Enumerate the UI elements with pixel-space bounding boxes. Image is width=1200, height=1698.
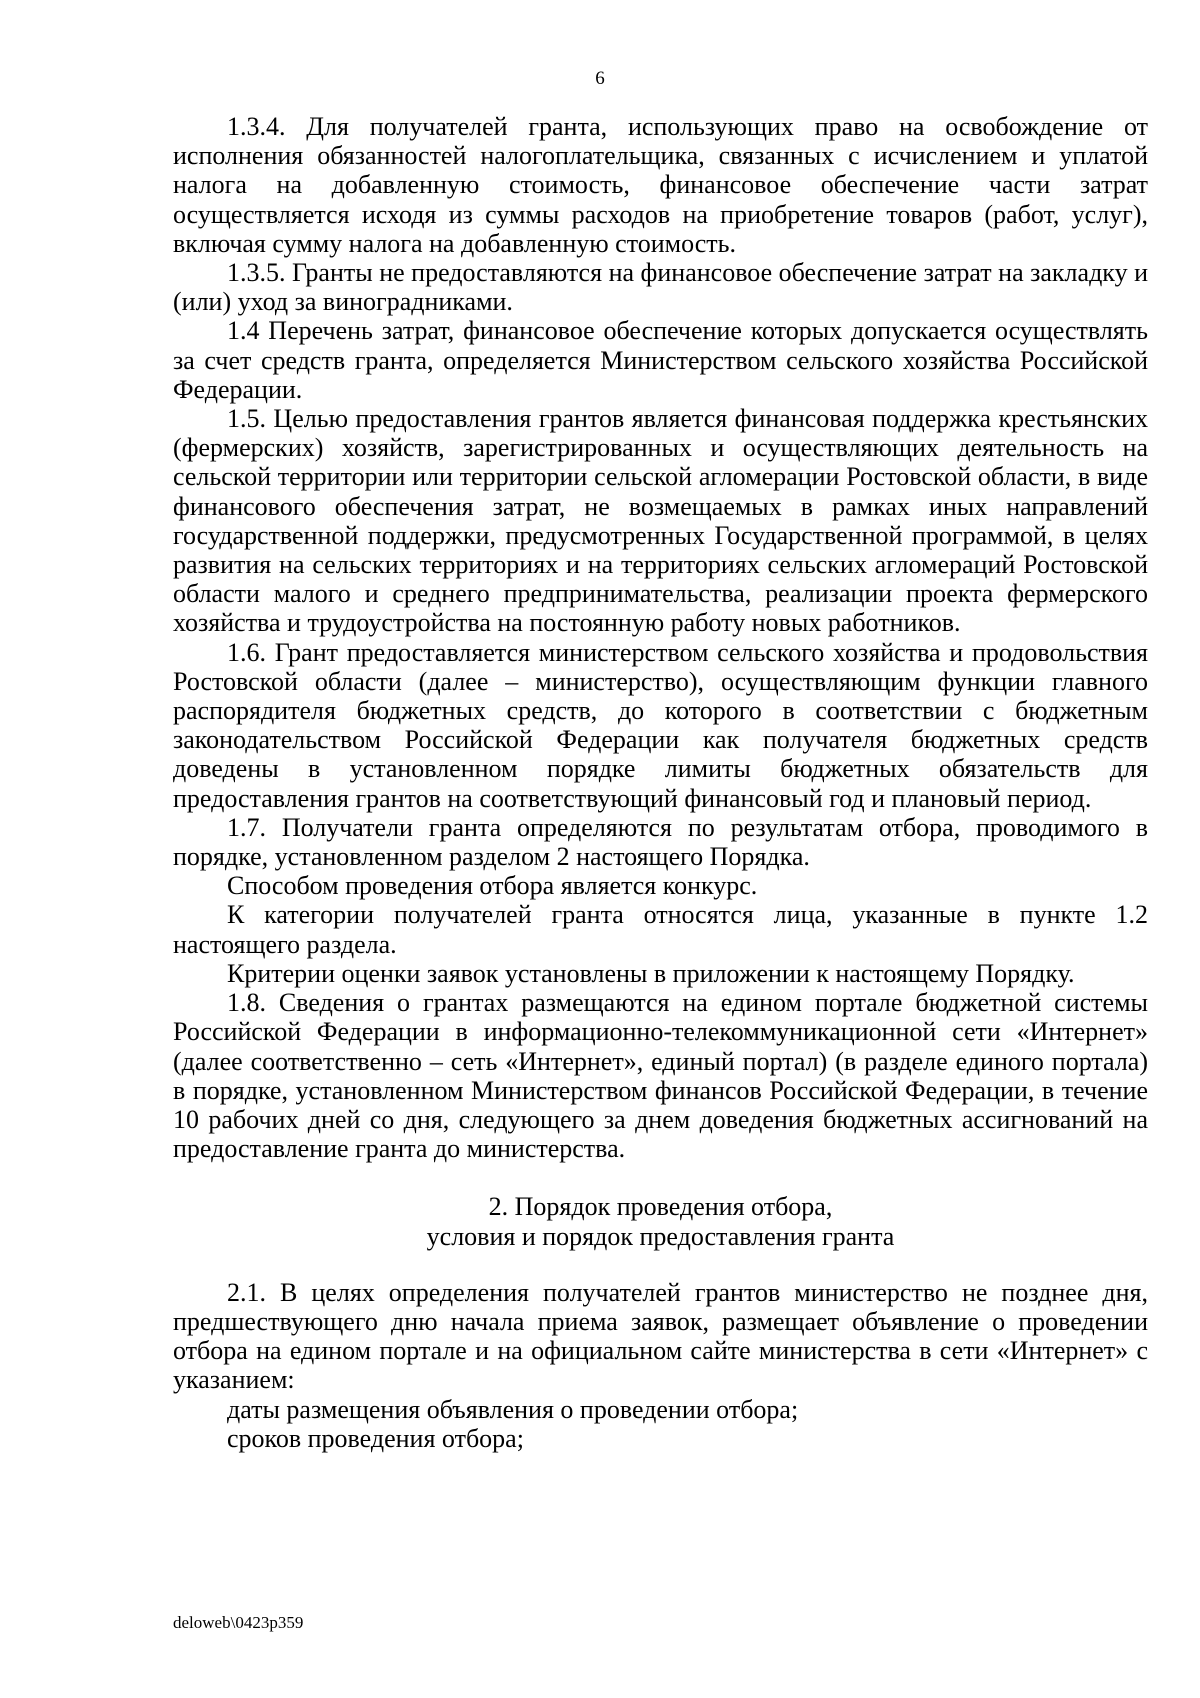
section-heading bbox=[173, 1192, 1148, 1250]
page-number: 6 bbox=[595, 68, 605, 89]
paragraph-1-5: 1.5. Целью предоставления грантов является финансовая поддержка крестьянских (фермерских) хозяйств, зарегистрированных и осуществляющих деятельность на сельской территории или территории сельской агломерации Ростовской области, в виде финансового обеспечения затрат, не возмещаемых в рамках иных направлений государственной поддержки, предусмотренных Государственной программой, в целях развития на сельских территориях и на территориях сельских агломераций Ростовской области малого и среднего предпринимательства, реализации проекта фермерского хозяйства и трудоустройства на постоянную работу новых работников. bbox=[173, 404, 1148, 638]
paragraph-recipient-category: К категории получателей гранта относятся лица, указанные в пункте 1.2 настоящего раздела. bbox=[173, 900, 1148, 959]
paragraph-1-6: 1.6. Грант предоставляется министерством сельского хозяйства и продовольствия Ростовской области (далее – министерство), осуществляющим функции главного распорядителя бюджетных средств, до которого в соответствии с бюджетным законодательством Российской Федерации как получателя бюджетных средств доведены в установленном порядке лимиты бюджетных обязательств для предоставления грантов на соответствующий финансовый год и плановый период. bbox=[173, 637, 1148, 813]
list-item-announcement-date: даты размещения объявления о проведении отбора; bbox=[227, 1394, 799, 1424]
paragraph-1-7: 1.7. Получатели гранта определяются по результатам отбора, проводимого в порядке, установленном разделом 2 настоящего Порядка. bbox=[173, 812, 1148, 872]
paragraph-2-1: 2.1. В целях определения получателей грантов министерство не позднее дня, предшествующего дню начала приема заявок, размещает объявление о проведении отбора на едином портале и на официальном сайте министерства в сети «Интернет» с указанием: bbox=[173, 1277, 1148, 1395]
paragraph-1-4: 1.4 Перечень затрат, финансовое обеспечение которых допускается осуществлять за счет средств гранта, определяется Министерством сельского хозяйства Российской Федерации. bbox=[173, 316, 1148, 404]
section-heading-line-1: 2. Порядок проведения отбора, bbox=[488, 1192, 833, 1222]
paragraphs-after bbox=[173, 1278, 1148, 1453]
paragraph-1-3-4: 1.3.4. Для получателей гранта, использующих право на освобождение от исполнения обязанностей налогоплательщика, связанных с исчислением и уплатой налога на добавленную стоимость, финансовое обеспечение части затрат осуществляется исходя из суммы расходов на приобретение товаров (работ, услуг), включая сумму налога на добавленную стоимость. bbox=[173, 112, 1148, 258]
paragraphs-before bbox=[173, 112, 1148, 1163]
paragraph-evaluation-criteria: Критерии оценки заявок установлены в приложении к настоящему Порядку. bbox=[227, 958, 1075, 988]
paragraph-selection-method: Способом проведения отбора является конкурс. bbox=[227, 871, 758, 901]
paragraph-1-8: 1.8. Сведения о грантах размещаются на едином портале бюджетной системы Российской Федерации в информационно-телекоммуникационной сети «Интернет» (далее соответственно – сеть «Интернет», единый портал) (в разделе единого портала) в порядке, установленном Министерством финансов Российской Федерации, в течение 10 рабочих дней со дня, следующего за днем доведения бюджетных ассигнований на предоставление гранта до министерства. bbox=[173, 988, 1148, 1164]
footer-document-code: deloweb\0423p359 bbox=[173, 1613, 304, 1632]
document-body bbox=[173, 112, 1148, 1453]
section-heading-line-2: условия и порядок предоставления гранта bbox=[426, 1221, 895, 1251]
list-item-selection-period: сроков проведения отбора; bbox=[227, 1423, 524, 1453]
paragraph-1-3-5: 1.3.5. Гранты не предоставляются на финансовое обеспечение затрат на закладку и (или) уход за виноградниками. bbox=[173, 258, 1148, 317]
